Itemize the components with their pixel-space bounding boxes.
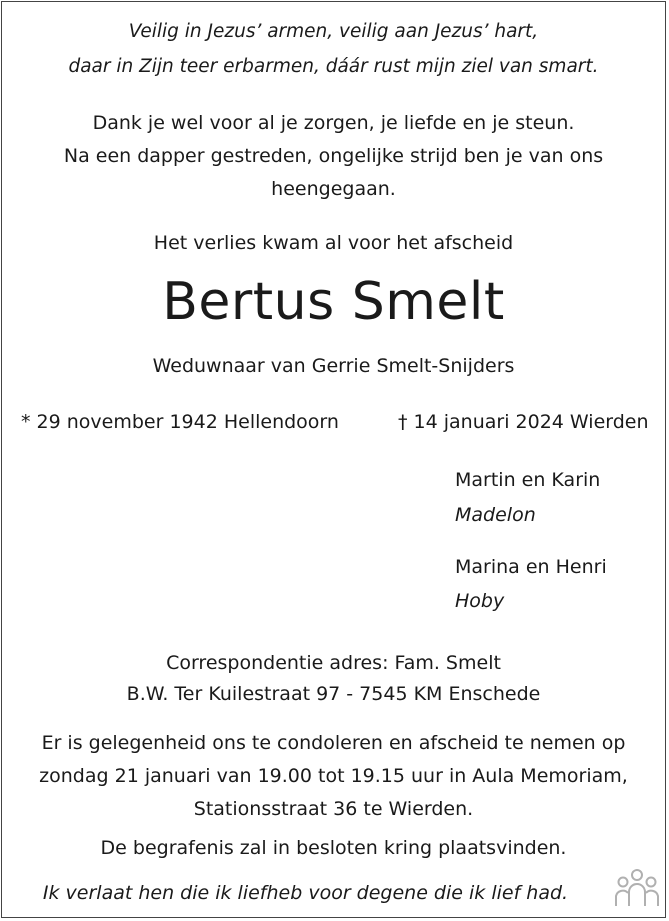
family-child-2: Hoby — [455, 590, 505, 612]
condolence-line-3: Stationsstraat 36 te Wierden. — [193, 798, 474, 820]
message-line-1: Dank je wel voor al je zorgen, je liefde en je steun. — [92, 112, 575, 134]
intro-line: Het verlies kwam al voor het afscheid — [153, 232, 514, 254]
opening-verse-line-2: daar in Zijn teer erbarmen, dáár rust mijn ziel van smart. — [68, 56, 599, 77]
condolence-line-2: zondag 21 januari van 19.00 tot 19.15 uur in Aula Memoriam, — [39, 765, 628, 787]
family-child-1: Madelon — [455, 504, 536, 526]
family-names-1: Martin en Karin — [455, 469, 601, 491]
death-date: † 14 januari 2024 Wierden — [398, 411, 649, 433]
widower-line: Weduwnaar van Gerrie Smelt-Snijders — [152, 355, 515, 377]
address-line-1: Correspondentie adres: Fam. Smelt — [166, 652, 501, 674]
closing-line: Ik verlaat hen die ik liefheb voor degene die ik lief had. — [42, 882, 569, 904]
birth-date: * 29 november 1942 Hellendoorn — [21, 411, 339, 433]
obituary-card — [1, 1, 666, 918]
people-group-icon — [613, 868, 661, 908]
family-names-2: Marina en Henri — [455, 556, 607, 578]
deceased-name: Bertus Smelt — [162, 272, 505, 332]
message-line-3: heengegaan. — [271, 178, 396, 200]
opening-verse-line-1: Veilig in Jezus’ armen, veilig aan Jezus’ hart, — [128, 21, 539, 42]
address-line-2: B.W. Ter Kuilestraat 97 - 7545 KM Enschede — [126, 683, 541, 705]
condolence-line-1: Er is gelegenheid ons te condoleren en afscheid te nemen op — [41, 732, 626, 754]
message-line-2: Na een dapper gestreden, ongelijke strijd ben je van ons — [63, 145, 604, 167]
funeral-line: De begrafenis zal in besloten kring plaatsvinden. — [100, 837, 567, 859]
